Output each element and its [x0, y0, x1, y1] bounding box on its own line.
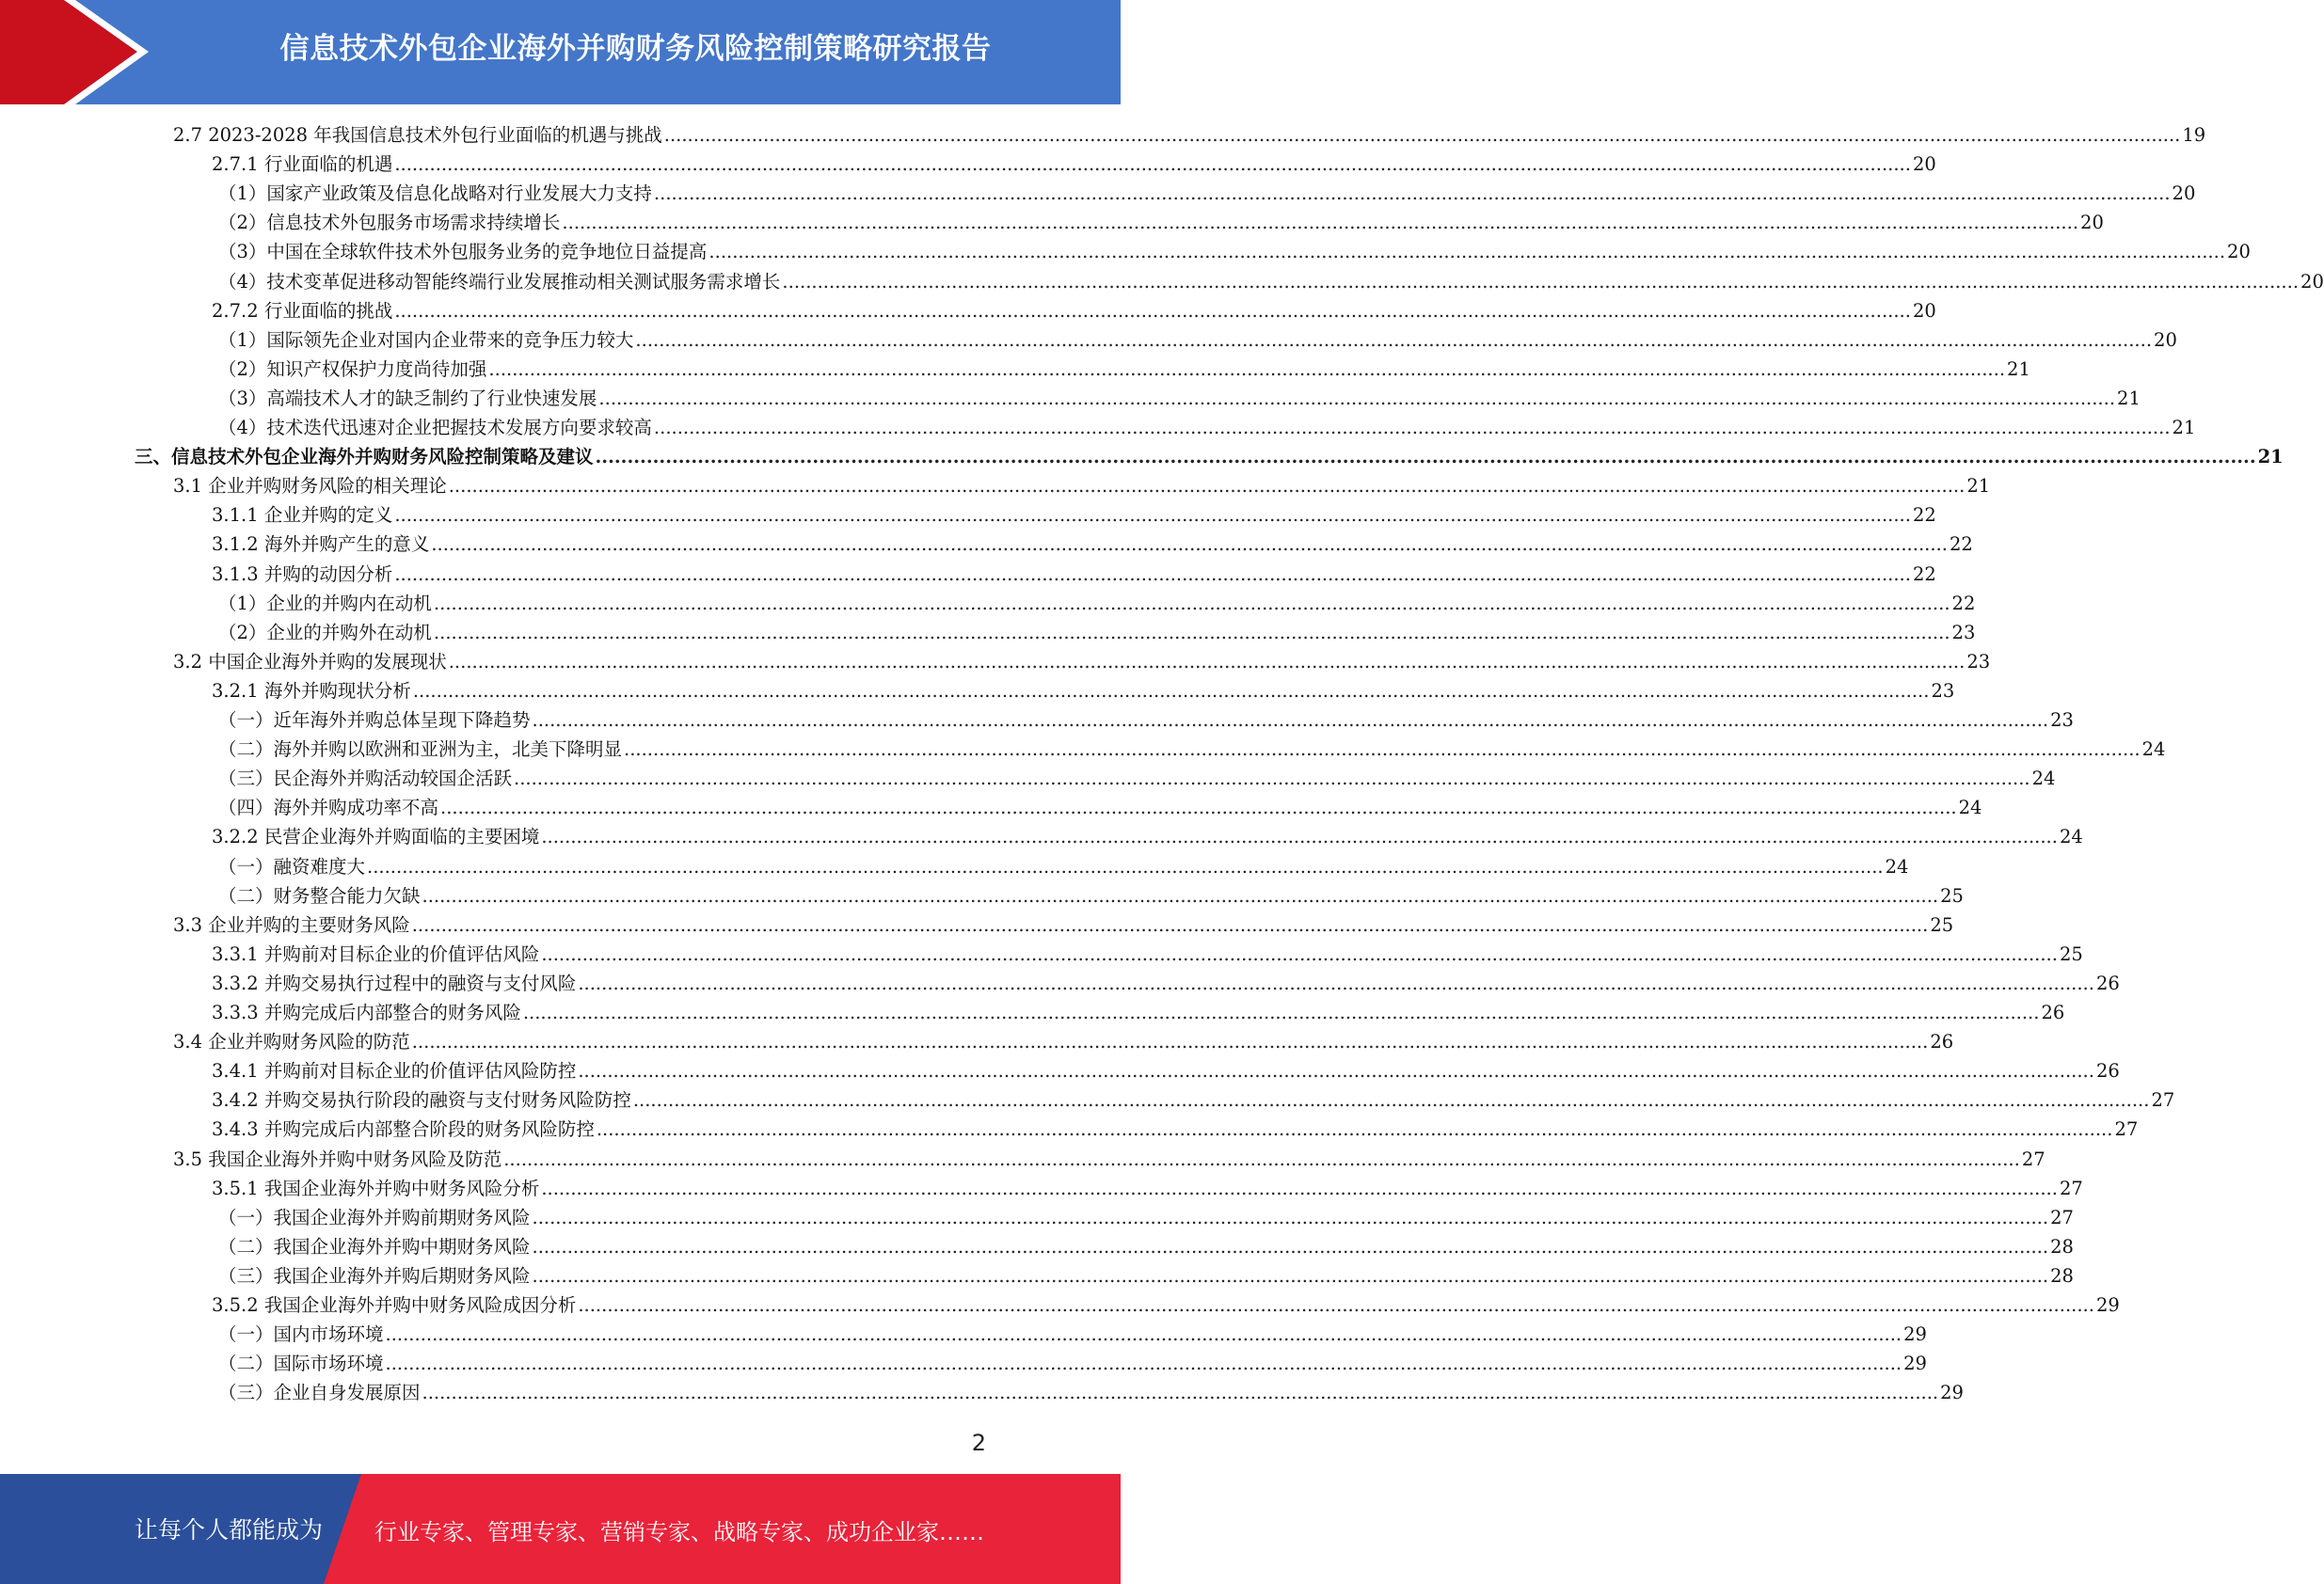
toc-entry[interactable] [212, 940, 2083, 969]
toc-entry-page: 26 [2095, 972, 2120, 994]
toc-entry[interactable] [218, 325, 2177, 355]
toc-leader-dots: .................................................................................................................................................................................................................................................................... [624, 738, 2141, 761]
toc-entry-title: 3.4.1 并购前对目标企业的价值评估风险防控 [212, 1060, 577, 1083]
toc-entry[interactable] [212, 676, 1955, 705]
toc-entry-title: （1）国家产业政策及信息化战略对行业发展大力支持 [218, 182, 652, 205]
toc-leader-dots: .................................................................................................................................................................................................................................................................... [433, 621, 1950, 643]
toc-leader-dots: .................................................................................................................................................................................................................................................................... [598, 387, 2116, 409]
toc-entry[interactable] [212, 1115, 2139, 1144]
toc-entry-page: 26 [1930, 1031, 1954, 1053]
toc-entry-title: （2）信息技术外包服务市场需求持续增长 [218, 212, 561, 234]
toc-entry-page: 21 [2007, 357, 2030, 380]
toc-entry[interactable] [218, 1378, 1964, 1407]
toc-entry[interactable] [173, 471, 1991, 500]
toc-entry-page: 19 [2182, 124, 2206, 146]
toc-entry-page: 26 [2041, 1002, 2065, 1023]
toc-entry[interactable] [212, 1291, 2120, 1320]
toc-entry-title: （一）国内市场环境 [218, 1323, 384, 1346]
toc-leader-dots: .................................................................................................................................................................................................................................................................... [448, 475, 1966, 498]
toc-leader-dots: .................................................................................................................................................................................................................................................................... [532, 1235, 2049, 1258]
toc-entry-title: （三）民企海外并购活动较国企活跃 [218, 768, 513, 790]
toc-entry[interactable] [218, 413, 2196, 442]
toc-entry-page: 23 [2050, 709, 2074, 731]
toc-entry-page: 21 [1966, 475, 1991, 498]
toc-entry-title: （一）近年海外并购总体呈现下降趋势 [218, 709, 531, 731]
toc-entry[interactable] [135, 442, 2284, 471]
toc-leader-dots: .................................................................................................................................................................................................................................................................... [596, 1118, 2113, 1141]
toc-entry-title: （三）我国企业海外并购后期财务风险 [218, 1264, 531, 1287]
toc-entry[interactable] [218, 735, 2166, 764]
footer-banner [0, 1474, 1121, 1584]
toc-leader-dots: .................................................................................................................................................................................................................................................................... [532, 709, 2049, 731]
toc-entry-title: 3.3 企业并购的主要财务风险 [173, 913, 410, 936]
toc-entry[interactable] [212, 150, 1936, 179]
toc-entry-page: 21 [2257, 446, 2284, 468]
toc-entry-page: 29 [1940, 1382, 1964, 1404]
toc-entry-title: （一）我国企业海外并购前期财务风险 [218, 1206, 531, 1228]
toc-entry-page: 24 [2059, 826, 2083, 848]
toc-entry-title: （一）融资难度大 [218, 855, 366, 878]
toc-entry[interactable] [173, 911, 1954, 940]
toc-entry-page: 21 [2117, 387, 2141, 409]
toc-entry[interactable] [218, 764, 2056, 793]
toc-leader-dots: .................................................................................................................................................................................................................................................................... [541, 826, 2058, 848]
toc-entry[interactable] [218, 705, 2074, 735]
footer-slogan-right: 行业专家、管理专家、营销专家、战略专家、成功企业家…… [374, 1519, 984, 1545]
toc-leader-dots: .................................................................................................................................................................................................................................................................... [562, 212, 2079, 234]
toc-entry[interactable] [218, 1349, 1927, 1378]
toc-entry[interactable] [218, 589, 1976, 618]
toc-entry-page: 23 [1966, 650, 1991, 673]
toc-entry-title: （二）海外并购以欧洲和亚洲为主，北美下降明显 [218, 738, 623, 761]
toc-leader-dots: .................................................................................................................................................................................................................................................................... [385, 1353, 1902, 1375]
toc-entry-page: 21 [2172, 417, 2196, 438]
toc-entry-title: 2.7.2 行业面临的挑战 [212, 299, 393, 322]
toc-entry-page: 25 [1930, 913, 1954, 936]
toc-leader-dots: .................................................................................................................................................................................................................................................................... [653, 182, 2171, 205]
toc-entry-title: 3.2.2 民营企业海外并购面临的主要困境 [212, 826, 540, 848]
toc-entry[interactable] [218, 618, 1976, 647]
toc-entry[interactable] [218, 1203, 2074, 1232]
toc-entry[interactable] [218, 1232, 2074, 1261]
toc-entry-title: 3.5.1 我国企业海外并购中财务风险分析 [212, 1177, 540, 1199]
toc-entry-page: 27 [2114, 1118, 2139, 1141]
toc-entry[interactable] [218, 355, 2030, 384]
toc-leader-dots: .................................................................................................................................................................................................................................................................... [394, 562, 1911, 585]
toc-entry-page: 28 [2050, 1264, 2074, 1287]
toc-leader-dots: .................................................................................................................................................................................................................................................................... [412, 679, 1930, 702]
toc-entry-title: 2.7.1 行业面临的机遇 [212, 153, 393, 176]
toc-entry-title: （1）企业的并购内在动机 [218, 592, 432, 614]
toc-entry-title: （3）高端技术人才的缺乏制约了行业快速发展 [218, 387, 597, 409]
toc-entry-title: （三）企业自身发展原因 [218, 1382, 421, 1404]
toc-leader-dots: .................................................................................................................................................................................................................................................................... [578, 972, 2094, 994]
toc-entry-title: （3）中国在全球软件技术外包服务业务的竞争地位日益提高 [218, 241, 708, 263]
toc-entry-title: 3.2 中国企业海外并购的发展现状 [173, 650, 447, 673]
toc-entry-page: 29 [2095, 1294, 2120, 1316]
toc-entry-page: 25 [2059, 942, 2083, 965]
toc-entry-page: 27 [2151, 1089, 2175, 1112]
toc-entry-title: 3.4 企业并购财务风险的防范 [173, 1031, 410, 1053]
toc-entry-page: 29 [1903, 1353, 1927, 1375]
toc-entry[interactable] [218, 179, 2196, 208]
toc-entry-page: 22 [1912, 504, 1936, 527]
toc-leader-dots: .................................................................................................................................................................................................................................................................... [632, 1089, 2150, 1112]
toc-leader-dots: .................................................................................................................................................................................................................................................................... [411, 1031, 1929, 1053]
toc-entry[interactable] [173, 1145, 2045, 1174]
toc-entry-title: 2.7 2023-2028 年我国信息技术外包行业面临的机遇与挑战 [173, 124, 662, 146]
toc-leader-dots: .................................................................................................................................................................................................................................................................... [503, 1148, 2020, 1170]
toc-leader-dots: .................................................................................................................................................................................................................................................................... [532, 1206, 2049, 1228]
toc-entry[interactable] [212, 296, 1936, 325]
toc-entry-page: 29 [1903, 1323, 1927, 1346]
toc-leader-dots: .................................................................................................................................................................................................................................................................... [663, 124, 2181, 146]
report-title: 信息技术外包企业海外并购财务风险控制策略研究报告 [279, 32, 992, 66]
toc-leader-dots: .................................................................................................................................................................................................................................................................... [541, 1177, 2058, 1199]
toc-leader-dots: .................................................................................................................................................................................................................................................................... [448, 650, 1966, 673]
toc-entry-title: 3.1.2 海外并购产生的意义 [212, 533, 430, 556]
toc-leader-dots: .................................................................................................................................................................................................................................................................... [541, 942, 2058, 965]
toc-entry-title: （2）知识产权保护力度尚待加强 [218, 357, 487, 380]
toc-leader-dots: .................................................................................................................................................................................................................................................................... [488, 357, 2006, 380]
toc-entry-page: 24 [2031, 768, 2056, 790]
toc-entry[interactable] [173, 120, 2206, 150]
toc-entry-title: （二）国际市场环境 [218, 1353, 384, 1375]
toc-leader-dots: .................................................................................................................................................................................................................................................................... [635, 328, 2153, 351]
toc-entry-page: 24 [1885, 855, 1909, 878]
toc-leader-dots: .................................................................................................................................................................................................................................................................... [782, 270, 2300, 293]
toc-leader-dots: .................................................................................................................................................................................................................................................................... [385, 1323, 1902, 1346]
header-banner [0, 0, 1121, 104]
toc-entry-page: 20 [2227, 241, 2251, 263]
toc-entry[interactable] [212, 998, 2065, 1027]
toc-entry[interactable] [212, 1174, 2083, 1203]
toc-entry-page: 28 [2050, 1235, 2074, 1258]
toc-leader-dots: .................................................................................................................................................................................................................................................................... [433, 592, 1950, 614]
toc-entry-title: 3.1.3 并购的动因分析 [212, 562, 393, 585]
toc-entry-title: （1）国际领先企业对国内企业带来的竞争压力较大 [218, 328, 634, 351]
toc-entry[interactable] [218, 793, 1982, 822]
toc-leader-dots: .................................................................................................................................................................................................................................................................... [394, 153, 1911, 176]
toc-entry[interactable] [218, 1261, 2074, 1291]
toc-entry[interactable] [218, 881, 1964, 911]
toc-entry-page: 20 [2154, 328, 2177, 351]
toc-leader-dots: .................................................................................................................................................................................................................................................................... [578, 1060, 2094, 1083]
toc-entry-page: 20 [1912, 299, 1936, 322]
page-number: 2 [971, 1430, 986, 1456]
toc-entry-title: （四）海外并购成功率不高 [218, 797, 439, 819]
toc-entry-title: （二）我国企业海外并购中期财务风险 [218, 1235, 531, 1258]
toc-entry-page: 24 [1958, 797, 1982, 819]
toc-leader-dots: .................................................................................................................................................................................................................................................................... [431, 533, 1948, 556]
toc-entry-page: 22 [1949, 533, 1973, 556]
toc-entry[interactable] [212, 1056, 2120, 1085]
toc-entry[interactable] [218, 852, 1909, 881]
toc-entry-page: 20 [1912, 153, 1936, 176]
toc-entry-page: 27 [2059, 1177, 2083, 1199]
toc-entry[interactable] [173, 1027, 1954, 1056]
toc-entry-title: （4）技术迭代迅速对企业把握技术发展方向要求较高 [218, 417, 652, 438]
toc-entry-title: 3.3.1 并购前对目标企业的价值评估风险 [212, 942, 540, 965]
toc-entry-page: 20 [2300, 270, 2324, 293]
toc-leader-dots: .................................................................................................................................................................................................................................................................... [708, 241, 2226, 263]
toc-entry[interactable] [212, 1085, 2175, 1115]
toc-entry[interactable] [212, 969, 2120, 998]
toc-entry-title: 3.5.2 我国企业海外并购中财务风险成因分析 [212, 1294, 577, 1316]
toc-entry-page: 23 [1931, 679, 1955, 702]
toc-leader-dots: .................................................................................................................................................................................................................................................................... [394, 299, 1911, 322]
toc-entry[interactable] [218, 384, 2141, 413]
toc-leader-dots: .................................................................................................................................................................................................................................................................... [422, 884, 1939, 907]
toc-leader-dots: .................................................................................................................................................................................................................................................................... [394, 504, 1911, 527]
toc-entry[interactable] [173, 647, 1991, 676]
toc-leader-dots: .................................................................................................................................................................................................................................................................... [440, 797, 1957, 819]
toc-entry-title: （4）技术变革促进移动智能终端行业发展推动相关测试服务需求增长 [218, 270, 781, 293]
toc-leader-dots: .................................................................................................................................................................................................................................................................... [653, 417, 2171, 438]
toc-entry-title: （二）财务整合能力欠缺 [218, 884, 421, 907]
toc-leader-dots: .................................................................................................................................................................................................................................................................... [578, 1294, 2094, 1316]
toc-entry-title: 3.5 我国企业海外并购中财务风险及防范 [173, 1148, 502, 1170]
toc-entry-page: 22 [1951, 592, 1976, 614]
toc-entry-page: 20 [2172, 182, 2196, 205]
toc-entry-title: 3.3.3 并购完成后内部整合的财务风险 [212, 1002, 521, 1023]
toc-entry[interactable] [218, 237, 2251, 266]
toc-leader-dots: .................................................................................................................................................................................................................................................................... [595, 446, 2256, 468]
toc-entry[interactable] [218, 208, 2104, 237]
toc-entry[interactable] [218, 267, 2324, 296]
toc-entry-page: 27 [2050, 1206, 2074, 1228]
toc-entry[interactable] [212, 500, 1936, 530]
toc-entry-title: 3.4.3 并购完成后内部整合阶段的财务风险防控 [212, 1118, 595, 1141]
toc-entry-page: 26 [2095, 1060, 2120, 1083]
toc-entry-title: 3.1 企业并购财务风险的相关理论 [173, 475, 447, 498]
toc-leader-dots: .................................................................................................................................................................................................................................................................... [411, 913, 1929, 936]
toc-leader-dots: .................................................................................................................................................................................................................................................................... [514, 768, 2030, 790]
toc-leader-dots: .................................................................................................................................................................................................................................................................... [422, 1382, 1939, 1404]
toc-entry-title: 三、信息技术外包企业海外并购财务风险控制策略及建议 [135, 446, 594, 468]
toc-leader-dots: .................................................................................................................................................................................................................................................................... [367, 855, 1884, 878]
toc-entry-title: （2）企业的并购外在动机 [218, 621, 432, 643]
toc-entry[interactable] [212, 530, 1973, 559]
toc-entry-page: 24 [2141, 738, 2166, 761]
toc-entry-page: 22 [1912, 562, 1936, 585]
toc-entry-title: 3.2.1 海外并购现状分析 [212, 679, 411, 702]
toc-entry-title: 3.4.2 并购交易执行阶段的融资与支付财务风险防控 [212, 1089, 631, 1112]
toc-entry-title: 3.1.1 企业并购的定义 [212, 504, 393, 527]
toc-entry-page: 20 [2080, 212, 2104, 234]
toc-entry[interactable] [212, 560, 1936, 589]
toc-entry-page: 25 [1940, 884, 1964, 907]
toc-entry-page: 27 [2021, 1148, 2045, 1170]
toc-leader-dots: .................................................................................................................................................................................................................................................................... [532, 1264, 2049, 1287]
toc-leader-dots: .................................................................................................................................................................................................................................................................... [522, 1002, 2040, 1023]
footer-slogan-left: 让每个人都能成为 [135, 1516, 324, 1544]
toc-entry[interactable] [212, 822, 2083, 851]
toc-entry-title: 3.3.2 并购交易执行过程中的融资与支付风险 [212, 972, 577, 994]
toc-entry[interactable] [218, 1320, 1927, 1349]
toc-entry-page: 23 [1951, 621, 1976, 643]
